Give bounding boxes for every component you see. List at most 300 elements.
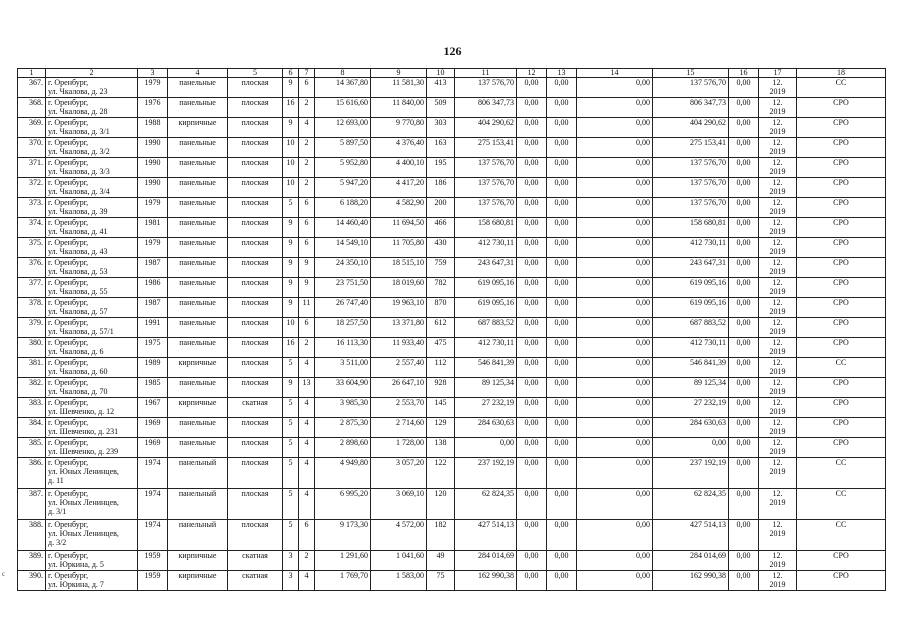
table-cell: СРО <box>797 178 886 198</box>
table-cell: СРО <box>797 298 886 318</box>
table-cell: 4 <box>299 398 315 418</box>
table-cell: 275 153,41 <box>653 138 729 158</box>
table-cell: 12. 2019 <box>759 138 797 158</box>
table-cell: 0,00 <box>729 158 759 178</box>
table-cell: панельные <box>168 338 228 358</box>
table-cell: 122 <box>427 458 455 489</box>
table-cell: 0,00 <box>547 298 577 318</box>
table-cell: плоская <box>228 318 283 338</box>
table-cell: 0,00 <box>547 278 577 298</box>
table-row <box>18 158 886 178</box>
table-cell: 619 095,16 <box>455 278 517 298</box>
table-cell: СРО <box>797 238 886 258</box>
table-cell: 0,00 <box>517 438 547 458</box>
table-cell: 0,00 <box>547 98 577 118</box>
table-cell: 1 291,60 <box>315 551 371 571</box>
table-cell: 137 576,70 <box>653 158 729 178</box>
table-cell: 9 <box>283 118 299 138</box>
table-cell: 1987 <box>138 258 168 278</box>
table-cell: 0,00 <box>729 118 759 138</box>
table-row <box>18 98 886 118</box>
table-cell: панельные <box>168 418 228 438</box>
table-cell: 1974 <box>138 520 168 551</box>
table-cell: 0,00 <box>729 520 759 551</box>
table-cell: 1991 <box>138 318 168 338</box>
table-cell: 759 <box>427 258 455 278</box>
table-cell: 10 <box>283 178 299 198</box>
table-cell: панельные <box>168 198 228 218</box>
table-cell: 0,00 <box>547 520 577 551</box>
table-cell: 0,00 <box>517 258 547 278</box>
table-cell: 0,00 <box>729 278 759 298</box>
table-cell: 0,00 <box>517 138 547 158</box>
column-number: 2 <box>46 69 138 78</box>
column-number: 3 <box>138 69 168 78</box>
table-cell: 5 <box>283 458 299 489</box>
column-number: 17 <box>759 69 797 78</box>
table-cell: 11 694,50 <box>371 218 427 238</box>
table-cell: 5 947,20 <box>315 178 371 198</box>
table-row <box>18 238 886 258</box>
table-cell: 372. <box>18 178 46 198</box>
table-cell: 2 557,40 <box>371 358 427 378</box>
table-cell: 129 <box>427 418 455 438</box>
table-cell: 0,00 <box>653 438 729 458</box>
table-cell: 243 647,31 <box>455 258 517 278</box>
table-cell: 12. 2019 <box>759 158 797 178</box>
table-cell: 0,00 <box>547 178 577 198</box>
table-cell: СС <box>797 78 886 98</box>
table-cell: 619 095,16 <box>653 278 729 298</box>
table-cell: 12. 2019 <box>759 298 797 318</box>
table-cell: 374. <box>18 218 46 238</box>
table-cell: 3 <box>283 571 299 591</box>
table-cell: 0,00 <box>577 418 653 438</box>
table-cell: СРО <box>797 551 886 571</box>
table-cell: 378. <box>18 298 46 318</box>
table-cell: 12. 2019 <box>759 520 797 551</box>
table-cell: 0,00 <box>517 298 547 318</box>
table-cell: 13 371,80 <box>371 318 427 338</box>
table-cell: 0,00 <box>577 378 653 398</box>
table-cell: 0,00 <box>729 418 759 438</box>
table-cell: 12. 2019 <box>759 458 797 489</box>
margin-mark: с <box>2 570 6 578</box>
table-cell: 12. 2019 <box>759 238 797 258</box>
table-cell: 0,00 <box>547 78 577 98</box>
table-cell: 1976 <box>138 98 168 118</box>
table-cell: 10 <box>283 158 299 178</box>
table-cell: 138 <box>427 438 455 458</box>
table-cell: 137 576,70 <box>653 198 729 218</box>
table-cell: 237 192,19 <box>455 458 517 489</box>
table-cell: 11 705,80 <box>371 238 427 258</box>
table-cell: 376. <box>18 258 46 278</box>
table-cell: 9 <box>283 258 299 278</box>
table-cell: 0,00 <box>517 520 547 551</box>
table-row <box>18 338 886 358</box>
table-cell: 1975 <box>138 338 168 358</box>
table-cell: 0,00 <box>517 489 547 520</box>
table-cell: плоская <box>228 520 283 551</box>
table-cell: 0,00 <box>547 238 577 258</box>
table-cell: 120 <box>427 489 455 520</box>
table-cell: 404 290,62 <box>653 118 729 138</box>
table-cell: г. Оренбург, ул. Шевченко, д. 231 <box>46 418 138 438</box>
table-cell: 0,00 <box>729 98 759 118</box>
table-cell: 9 <box>283 298 299 318</box>
table-cell: 0,00 <box>547 158 577 178</box>
table-cell: плоская <box>228 489 283 520</box>
table-cell: 0,00 <box>577 238 653 258</box>
table-cell: 0,00 <box>577 438 653 458</box>
table-row <box>18 458 886 489</box>
table-cell: г. Оренбург, ул. Чкалова, д. 60 <box>46 358 138 378</box>
table-cell: 112 <box>427 358 455 378</box>
table-cell: 145 <box>427 398 455 418</box>
table-row <box>18 178 886 198</box>
table-cell: 387. <box>18 489 46 520</box>
table-cell: 0,00 <box>577 158 653 178</box>
table-cell: 275 153,41 <box>455 138 517 158</box>
table-cell: 0,00 <box>729 238 759 258</box>
table-cell: 186 <box>427 178 455 198</box>
table-cell: 0,00 <box>517 118 547 138</box>
table-cell: панельные <box>168 438 228 458</box>
table-cell: СРО <box>797 258 886 278</box>
column-number: 1 <box>18 69 46 78</box>
table-cell: 6 188,20 <box>315 198 371 218</box>
column-number-row <box>18 69 886 78</box>
table-cell: СС <box>797 458 886 489</box>
table-cell: 389. <box>18 551 46 571</box>
table-cell: СРО <box>797 571 886 591</box>
table-cell: 379. <box>18 318 46 338</box>
table-cell: 27 232,19 <box>455 398 517 418</box>
table-cell: плоская <box>228 178 283 198</box>
table-cell: 0,00 <box>547 318 577 338</box>
table-cell: панельные <box>168 258 228 278</box>
table-cell: г. Оренбург, ул. Юных Ленинцев, д. 3/1 <box>46 489 138 520</box>
table-cell: 284 630,63 <box>455 418 517 438</box>
table-cell: скатная <box>228 398 283 418</box>
table-cell: 0,00 <box>577 318 653 338</box>
table-cell: 14 460,40 <box>315 218 371 238</box>
table-cell: 0,00 <box>577 489 653 520</box>
table-cell: 137 576,70 <box>653 78 729 98</box>
table-cell: 4 <box>299 571 315 591</box>
table-row <box>18 398 886 418</box>
table-cell: 12. 2019 <box>759 378 797 398</box>
table-cell: 0,00 <box>577 520 653 551</box>
table-cell: 9 <box>283 238 299 258</box>
table-cell: г. Оренбург, ул. Чкалова, д. 41 <box>46 218 138 238</box>
table-cell: г. Оренбург, ул. Чкалова, д. 70 <box>46 378 138 398</box>
table-cell: 0,00 <box>729 438 759 458</box>
table-cell: панельные <box>168 98 228 118</box>
table-cell: г. Оренбург, ул. Чкалова, д. 43 <box>46 238 138 258</box>
table-cell: 162 990,38 <box>455 571 517 591</box>
table-cell: плоская <box>228 438 283 458</box>
table-cell: 1969 <box>138 418 168 438</box>
table-cell: 612 <box>427 318 455 338</box>
table-cell: плоская <box>228 138 283 158</box>
table-cell: 11 840,00 <box>371 98 427 118</box>
table-cell: 0,00 <box>577 571 653 591</box>
table-cell: 0,00 <box>547 398 577 418</box>
table-cell: 14 549,10 <box>315 238 371 258</box>
table-cell: 0,00 <box>577 258 653 278</box>
table-cell: 16 <box>283 338 299 358</box>
table-cell: панельные <box>168 218 228 238</box>
table-cell: СРО <box>797 438 886 458</box>
table-cell: 5 <box>283 358 299 378</box>
table-cell: 1990 <box>138 178 168 198</box>
table-cell: 0,00 <box>455 438 517 458</box>
column-number: 14 <box>577 69 653 78</box>
table-cell: 12. 2019 <box>759 98 797 118</box>
table-cell: 2 <box>299 158 315 178</box>
table-cell: 1974 <box>138 458 168 489</box>
table-cell: 62 824,35 <box>653 489 729 520</box>
table-cell: 0,00 <box>517 158 547 178</box>
table-cell: 12 693,00 <box>315 118 371 138</box>
table-cell: СРО <box>797 98 886 118</box>
table-cell: г. Оренбург, ул. Чкалова, д. 3/1 <box>46 118 138 138</box>
table-cell: СРО <box>797 118 886 138</box>
table-cell: 12. 2019 <box>759 358 797 378</box>
table-cell: 12. 2019 <box>759 418 797 438</box>
table-cell: 11 933,40 <box>371 338 427 358</box>
table-cell: 509 <box>427 98 455 118</box>
table-cell: 10 <box>283 138 299 158</box>
table-cell: г. Оренбург, ул. Шевченко, д. 239 <box>46 438 138 458</box>
column-number: 9 <box>371 69 427 78</box>
table-cell: 2 <box>299 338 315 358</box>
table-cell: панельные <box>168 78 228 98</box>
table-cell: 284 014,69 <box>455 551 517 571</box>
table-row <box>18 258 886 278</box>
table-cell: 546 841,39 <box>653 358 729 378</box>
table-cell: 0,00 <box>517 418 547 438</box>
table-cell: плоская <box>228 238 283 258</box>
table-cell: 0,00 <box>729 551 759 571</box>
table-cell: 0,00 <box>729 398 759 418</box>
table-cell: СРО <box>797 158 886 178</box>
table-cell: 0,00 <box>577 78 653 98</box>
table-cell: СРО <box>797 318 886 338</box>
table-cell: 26 647,10 <box>371 378 427 398</box>
table-cell: 62 824,35 <box>455 489 517 520</box>
table-cell: г. Оренбург, ул. Чкалова, д. 55 <box>46 278 138 298</box>
table-cell: плоская <box>228 78 283 98</box>
table-cell: 0,00 <box>729 378 759 398</box>
table-cell: панельные <box>168 318 228 338</box>
column-number: 10 <box>427 69 455 78</box>
table-cell: 12. 2019 <box>759 78 797 98</box>
table-cell: г. Оренбург, ул. Юркина, д. 7 <box>46 571 138 591</box>
table-cell: 0,00 <box>729 338 759 358</box>
table-cell: 619 095,16 <box>455 298 517 318</box>
table-cell: 0,00 <box>517 318 547 338</box>
table-cell: 4 417,20 <box>371 178 427 198</box>
table-cell: 0,00 <box>517 398 547 418</box>
table-cell: панельные <box>168 278 228 298</box>
table-cell: 377. <box>18 278 46 298</box>
table-cell: 413 <box>427 78 455 98</box>
table-cell: 0,00 <box>729 318 759 338</box>
table-row <box>18 278 886 298</box>
table-cell: 382. <box>18 378 46 398</box>
table-cell: 0,00 <box>577 551 653 571</box>
table-cell: 3 057,20 <box>371 458 427 489</box>
table-cell: кирпичные <box>168 551 228 571</box>
table-cell: 404 290,62 <box>455 118 517 138</box>
table-cell: г. Оренбург, ул. Чкалова, д. 53 <box>46 258 138 278</box>
table-row <box>18 118 886 138</box>
table-cell: плоская <box>228 358 283 378</box>
table-row <box>18 489 886 520</box>
table-cell: 137 576,70 <box>455 198 517 218</box>
table-cell: 0,00 <box>577 98 653 118</box>
table-cell: 0,00 <box>517 551 547 571</box>
table-cell: 369. <box>18 118 46 138</box>
table-cell: 475 <box>427 338 455 358</box>
table-cell: 0,00 <box>729 358 759 378</box>
table-cell: СРО <box>797 278 886 298</box>
table-cell: 1 769,70 <box>315 571 371 591</box>
table-cell: 4 949,80 <box>315 458 371 489</box>
table-cell: 19 963,10 <box>371 298 427 318</box>
table-cell: 0,00 <box>729 218 759 238</box>
table-cell: 2 <box>299 178 315 198</box>
table-cell: 0,00 <box>577 138 653 158</box>
table-cell: 12. 2019 <box>759 489 797 520</box>
table-cell: 15 616,60 <box>315 98 371 118</box>
table-cell: 24 350,10 <box>315 258 371 278</box>
table-cell: 284 014,69 <box>653 551 729 571</box>
table-cell: 0,00 <box>729 258 759 278</box>
column-number: 16 <box>729 69 759 78</box>
table-cell: 6 <box>299 520 315 551</box>
table-cell: 0,00 <box>547 118 577 138</box>
table-cell: 6 <box>299 218 315 238</box>
column-number: 6 <box>283 69 299 78</box>
table-cell: панельные <box>168 238 228 258</box>
table-cell: СС <box>797 358 886 378</box>
table-cell: 6 995,20 <box>315 489 371 520</box>
column-number: 18 <box>797 69 886 78</box>
table-cell: 687 883,52 <box>653 318 729 338</box>
table-cell: 9 <box>299 258 315 278</box>
table-cell: г. Оренбург, ул. Чкалова, д. 3/4 <box>46 178 138 198</box>
table-cell: 2 553,70 <box>371 398 427 418</box>
table-cell: панельные <box>168 378 228 398</box>
table-cell: 10 <box>283 318 299 338</box>
table-cell: плоская <box>228 458 283 489</box>
table-cell: 0,00 <box>517 278 547 298</box>
table-cell: 4 400,10 <box>371 158 427 178</box>
table-cell: 1988 <box>138 118 168 138</box>
table-cell: кирпичные <box>168 398 228 418</box>
table-cell: г. Оренбург, ул. Чкалова, д. 57 <box>46 298 138 318</box>
table-cell: 4 <box>299 458 315 489</box>
table-row <box>18 218 886 238</box>
table-cell: 5 <box>283 438 299 458</box>
column-number: 5 <box>228 69 283 78</box>
table-cell: 0,00 <box>517 458 547 489</box>
table-cell: 3 069,10 <box>371 489 427 520</box>
table-cell: 412 730,11 <box>455 238 517 258</box>
table-cell: 385. <box>18 438 46 458</box>
table-row <box>18 78 886 98</box>
column-number: 15 <box>653 69 729 78</box>
table-cell: 1959 <box>138 551 168 571</box>
table-cell: кирпичные <box>168 358 228 378</box>
table-cell: плоская <box>228 418 283 438</box>
table-cell: 137 576,70 <box>455 158 517 178</box>
column-number: 13 <box>547 69 577 78</box>
table-cell: 806 347,73 <box>653 98 729 118</box>
table-cell: 6 <box>299 318 315 338</box>
table-cell: г. Оренбург, ул. Чкалова, д. 3/3 <box>46 158 138 178</box>
table-cell: 243 647,31 <box>653 258 729 278</box>
table-cell: 412 730,11 <box>653 338 729 358</box>
table-cell: 13 <box>299 378 315 398</box>
table-cell: 412 730,11 <box>455 338 517 358</box>
table-cell: 14 367,80 <box>315 78 371 98</box>
table-row <box>18 378 886 398</box>
table-cell: г. Оренбург, ул. Юркина, д. 5 <box>46 551 138 571</box>
table-cell: 1985 <box>138 378 168 398</box>
table-cell: 1986 <box>138 278 168 298</box>
table-cell: 427 514,13 <box>653 520 729 551</box>
table-row <box>18 318 886 338</box>
table-cell: СС <box>797 489 886 520</box>
table-cell: 18 515,10 <box>371 258 427 278</box>
table-cell: 546 841,39 <box>455 358 517 378</box>
table-cell: 9 <box>283 218 299 238</box>
table-cell: 3 <box>283 551 299 571</box>
table-cell: 23 751,50 <box>315 278 371 298</box>
table-cell: 687 883,52 <box>455 318 517 338</box>
table-cell: 18 019,60 <box>371 278 427 298</box>
table-cell: 412 730,11 <box>653 238 729 258</box>
table-cell: 12. 2019 <box>759 218 797 238</box>
table-cell: 89 125,34 <box>455 378 517 398</box>
table-cell: 368. <box>18 98 46 118</box>
table-cell: плоская <box>228 338 283 358</box>
table-cell: плоская <box>228 298 283 318</box>
table-cell: 388. <box>18 520 46 551</box>
table-cell: 182 <box>427 520 455 551</box>
table-cell: г. Оренбург, ул. Юных Ленинцев, д. 11 <box>46 458 138 489</box>
table-cell: 619 095,16 <box>653 298 729 318</box>
table-cell: 0,00 <box>577 178 653 198</box>
table-cell: 5 <box>283 398 299 418</box>
table-cell: 6 <box>299 78 315 98</box>
table-cell: 2 898,60 <box>315 438 371 458</box>
table-cell: 0,00 <box>517 78 547 98</box>
table-cell: 375. <box>18 238 46 258</box>
table-cell: СРО <box>797 418 886 438</box>
table-cell: г. Оренбург, ул. Чкалова, д. 6 <box>46 338 138 358</box>
table-cell: кирпичные <box>168 118 228 138</box>
table-row <box>18 298 886 318</box>
table-cell: скатная <box>228 571 283 591</box>
table-cell: 9 173,30 <box>315 520 371 551</box>
table-cell: 1967 <box>138 398 168 418</box>
